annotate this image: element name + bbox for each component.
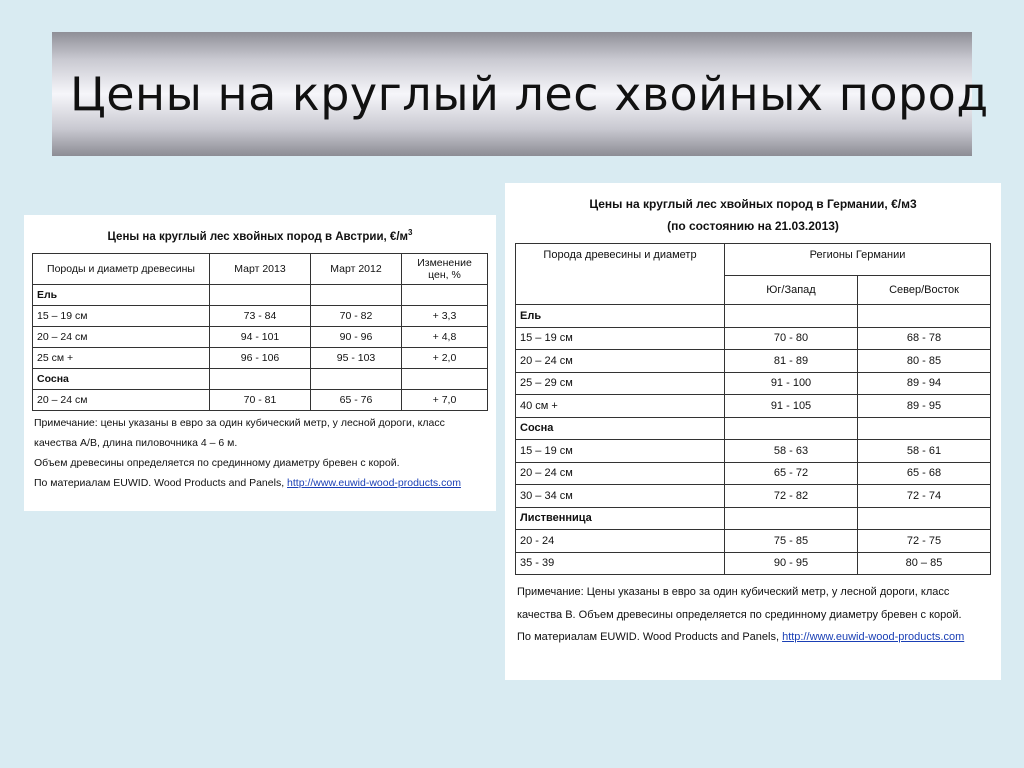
austria-price-table	[32, 253, 488, 411]
table-row	[516, 462, 991, 485]
cell-change: + 2,0	[402, 347, 488, 368]
cell-change: + 3,3	[402, 305, 488, 326]
cell-southwest: 58 - 63	[725, 440, 858, 463]
table-row	[33, 305, 488, 326]
table-row	[516, 327, 991, 350]
column-header-species: Породы и диаметр древесины	[33, 253, 210, 284]
germany-note: Примечание: Цены указаны в евро за один кубический метр, у лесной дороги, класс качества В. Объем древесины определяется по срединному диаметру бревен с корой.	[517, 586, 962, 621]
table-row	[33, 326, 488, 347]
section-label: Сосна	[516, 417, 725, 440]
cell-northeast: 65 - 68	[858, 462, 991, 485]
row-label: 35 - 39	[516, 552, 725, 575]
cell-southwest: 91 - 105	[725, 395, 858, 418]
cell-march-2013: 73 - 84	[210, 305, 311, 326]
column-header-southwest: Юг/Запад	[725, 276, 858, 305]
column-header-northeast: Север/Восток	[858, 276, 991, 305]
table-row	[516, 485, 991, 508]
austria-title-superscript: 3	[408, 228, 413, 237]
austria-price-table-panel	[24, 215, 496, 511]
austria-table-title	[32, 223, 488, 247]
cell-northeast: 89 - 94	[858, 372, 991, 395]
table-row	[516, 350, 991, 373]
cell-southwest: 70 - 80	[725, 327, 858, 350]
cell-southwest: 90 - 95	[725, 552, 858, 575]
row-label: 20 – 24 см	[33, 326, 210, 347]
cell-march-2012: 90 - 96	[311, 326, 402, 347]
column-header-march-2012: Март 2012	[311, 253, 402, 284]
austria-notes	[32, 411, 488, 493]
row-label: 15 – 19 см	[516, 327, 725, 350]
table-header-row	[33, 253, 488, 284]
cell-southwest: 75 - 85	[725, 530, 858, 553]
austria-note-1: Примечание: цены указаны в евро за один кубический метр, у лесной дороги, класс качества А/В, длина пиловочника 4 – 6 м.	[34, 416, 445, 449]
cell-march-2012: 95 - 103	[311, 347, 402, 368]
cell-change: + 7,0	[402, 389, 488, 410]
table-row	[516, 395, 991, 418]
section-row-pine	[516, 417, 991, 440]
row-label: 20 - 24	[516, 530, 725, 553]
column-header-regions: Регионы Германии	[725, 244, 991, 276]
section-label: Ель	[516, 305, 725, 328]
cell-southwest: 72 - 82	[725, 485, 858, 508]
austria-note-2: Объем древесины определяется по срединному диаметру бревен с корой.	[34, 456, 400, 469]
table-row	[516, 372, 991, 395]
row-label: 40 см +	[516, 395, 725, 418]
table-row	[516, 530, 991, 553]
row-label: 20 – 24 см	[33, 389, 210, 410]
section-row-pine	[33, 368, 488, 389]
austria-source-link[interactable]: http://www.euwid-wood-products.com	[287, 476, 461, 489]
row-label: 15 – 19 см	[33, 305, 210, 326]
row-label: 20 – 24 см	[516, 462, 725, 485]
germany-table-title: Цены на круглый лес хвойных пород в Германии, €/м3	[589, 197, 917, 211]
section-label: Сосна	[33, 368, 210, 389]
cell-northeast: 72 - 74	[858, 485, 991, 508]
germany-notes	[515, 579, 991, 649]
cell-northeast: 80 – 85	[858, 552, 991, 575]
row-label: 30 – 34 см	[516, 485, 725, 508]
austria-title-text: Цены на круглый лес хвойных пород в Австрии, €/м	[107, 230, 409, 243]
row-label: 25 – 29 см	[516, 372, 725, 395]
germany-table-date: (по состоянию на 21.03.2013)	[667, 219, 839, 233]
cell-change: + 4,8	[402, 326, 488, 347]
section-row-spruce	[516, 305, 991, 328]
cell-northeast: 68 - 78	[858, 327, 991, 350]
germany-price-table-panel	[505, 183, 1001, 680]
table-row	[33, 347, 488, 368]
cell-northeast: 72 - 75	[858, 530, 991, 553]
cell-northeast: 58 - 61	[858, 440, 991, 463]
table-row	[33, 389, 488, 410]
row-label: 20 – 24 см	[516, 350, 725, 373]
slide-title: Цены на круглый лес хвойных пород	[70, 67, 989, 121]
slide-title-bar	[52, 32, 989, 156]
section-row-larch	[516, 507, 991, 530]
austria-source: По материалам EUWID. Wood Products and Panels, http://www.euwid-wood-products.com	[34, 476, 461, 489]
column-header-price-change: Изменение цен, %	[402, 253, 488, 284]
germany-source: По материалам EUWID. Wood Products and Panels, http://www.euwid-wood-products.com	[517, 631, 965, 643]
cell-march-2013: 94 - 101	[210, 326, 311, 347]
germany-source-link[interactable]: http://www.euwid-wood-products.com	[782, 631, 965, 643]
section-label: Ель	[33, 284, 210, 305]
column-header-march-2013: Март 2013	[210, 253, 311, 284]
cell-march-2013: 96 - 106	[210, 347, 311, 368]
cell-northeast: 80 - 85	[858, 350, 991, 373]
row-label: 25 см +	[33, 347, 210, 368]
section-label: Лиственница	[516, 507, 725, 530]
row-label: 15 – 19 см	[516, 440, 725, 463]
table-header-row	[516, 244, 991, 276]
section-row-spruce	[33, 284, 488, 305]
cell-southwest: 65 - 72	[725, 462, 858, 485]
cell-march-2012: 70 - 82	[311, 305, 402, 326]
cell-march-2012: 65 - 76	[311, 389, 402, 410]
cell-southwest: 81 - 89	[725, 350, 858, 373]
table-row	[516, 440, 991, 463]
germany-price-table	[515, 243, 991, 575]
table-row	[516, 552, 991, 575]
cell-northeast: 89 - 95	[858, 395, 991, 418]
cell-march-2013: 70 - 81	[210, 389, 311, 410]
cell-southwest: 91 - 100	[725, 372, 858, 395]
column-header-species: Порода древесины и диаметр	[516, 244, 725, 305]
